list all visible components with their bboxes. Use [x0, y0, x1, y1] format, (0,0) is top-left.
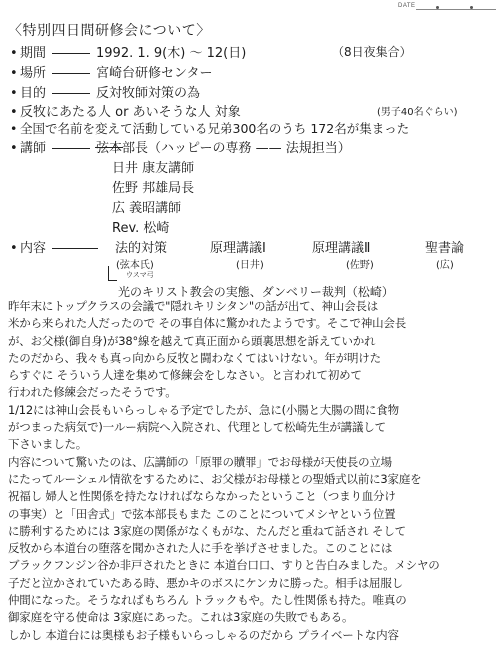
body-line: たのだから、我々も真っ向から反牧と闘わなくてはいけない。年が明けた: [8, 350, 381, 365]
lecturer-item: 日井 康友講師: [112, 161, 195, 176]
bullet: •: [10, 66, 18, 81]
body-line: しかし 本道台には奥様もお子様もいらっしゃるのだから プライベートな内容: [8, 627, 399, 642]
purpose-row: [10, 82, 200, 101]
body-line: 下さいました。: [8, 437, 88, 452]
page-title: 〈特別四日間研修会について〉: [8, 23, 211, 39]
dash: [52, 148, 90, 149]
body-line: がつまった病気で)一ルー病院へ入院され、代理として松崎先生が講議して: [8, 420, 386, 435]
bullet: •: [10, 46, 18, 61]
date-dot: [436, 6, 439, 9]
body-line: ブラックフンジン谷か非戸されたときに 本道台口口、すりと告白みました。メシヤの: [8, 558, 440, 573]
content-row: [10, 237, 104, 256]
content-annotation: (広): [436, 260, 454, 271]
body-line: 反牧から本道台の堕落を聞かされた人に手を挙げさせました。このことには: [8, 541, 393, 556]
purpose-label: 目的: [20, 86, 47, 101]
body-line: 行われた修練会だったそうです。: [8, 385, 177, 400]
dash: [52, 248, 98, 249]
dash: [52, 53, 90, 54]
struck-name: 弦本: [96, 137, 122, 156]
lecturer-first: 部長（ハッピーの専務 —— 法規担当）: [122, 141, 351, 156]
dash: [52, 93, 90, 94]
target-row: [10, 101, 241, 120]
lecturer-item: 広 義昭講師: [112, 201, 182, 216]
target-label: 反牧にあたる人 or あいそうな人 対象: [20, 105, 241, 120]
period-value: 1992. 1. 9(木) 〜 12(日): [96, 46, 247, 61]
date-line: [416, 9, 496, 10]
lecturers-label: 講師: [20, 141, 47, 156]
count-row: [10, 119, 409, 137]
bracket-mark: [108, 266, 117, 281]
body-line: らすぐに そういう人達を集めて修練会をしなさい。と言われて初めて: [8, 368, 362, 383]
bullet: •: [10, 105, 18, 120]
date-label: DATE: [398, 3, 416, 9]
lecturer-item: 佐野 邦雄局長: [112, 181, 195, 196]
content-label: 内容: [20, 241, 47, 256]
body-line: 子だと泣かされていたある時、悪かキのボスにケンカに勝った。相手は屈服し: [8, 575, 403, 590]
bullet: •: [10, 141, 18, 156]
lecturer-item: Rev. 松崎: [112, 221, 170, 236]
body-paragraph: [8, 298, 496, 644]
purpose-value: 反対牧師対策の為: [96, 86, 201, 101]
date-dot: [470, 6, 473, 9]
body-line: に勝利するためには 3家庭の関係がなくもがな、たんだと重ねて話され そして: [8, 523, 406, 538]
period-note: （8日夜集合）: [332, 45, 412, 59]
lecturers-row: [10, 137, 351, 156]
place-row: [10, 62, 213, 81]
body-line: 仲間になった。そうなればもちろん トラックもや。たし性関係も持た。唯真の: [8, 593, 407, 608]
place-label: 場所: [20, 66, 47, 81]
bullet: •: [10, 86, 18, 101]
bullet: •: [10, 121, 18, 136]
body-line: の事実）と「田舎式」で弦本部長もまた このことについてメシヤという位置: [8, 506, 396, 521]
content-item: 法的対策: [115, 241, 168, 256]
content-item: 聖書論: [425, 241, 465, 256]
content-annotation: (日井): [236, 260, 264, 271]
content-item: 原理講議Ⅱ: [312, 241, 371, 256]
content-annotation: (弦本氏): [116, 260, 154, 271]
body-line: 祝福し 婦人と性関係を持たなければならなかったということ（つまり血分け: [8, 489, 396, 504]
body-line: 昨年末にトップクラスの会議で"隠れキリシタン"の話が出て、神山会長は: [8, 299, 379, 313]
dash: [52, 73, 90, 74]
body-line: 内容について驚いたのは、広講師の「原罪の贖罪」でお母様が天使長の立場: [8, 454, 392, 469]
bullet: •: [10, 241, 18, 256]
body-line: 御家庭を守る使命は 3家庭にあった。これは3家庭の失敗でもある。: [8, 610, 354, 625]
count-line: 全国で名前を変えて活動している兄弟300名のうち 172名が集まった: [20, 121, 410, 136]
body-line: 米から来られた人だったので その事自体に驚かれたようです。そこで神山会長: [8, 316, 407, 331]
place-value: 宮崎台研修センター: [96, 66, 213, 81]
content-sub-annotation: ウスマ弓: [126, 271, 154, 279]
content-item: 原理講議Ⅰ: [210, 241, 266, 256]
body-line: にたってルーシェル情欲をするために、お父様がお母様との聖婚式以前に3家庭を: [8, 471, 422, 486]
body-line: が、お父様(御自身)が38°線を越えて真正面から頭裏思想を訴えていかれ: [8, 333, 376, 348]
content-annotation: (佐野): [346, 260, 374, 271]
period-label: 期間: [20, 46, 47, 61]
period-row: [10, 42, 246, 61]
target-note: (男子40名ぐらい): [377, 107, 458, 118]
body-line: 1/12には神山会長もいらっしゃる予定でしたが、急に(小腸と大腸の間に食物: [8, 402, 399, 417]
content-last-line: 光のキリスト教会の実態、ダンベリー裁判（松崎）: [118, 285, 394, 299]
